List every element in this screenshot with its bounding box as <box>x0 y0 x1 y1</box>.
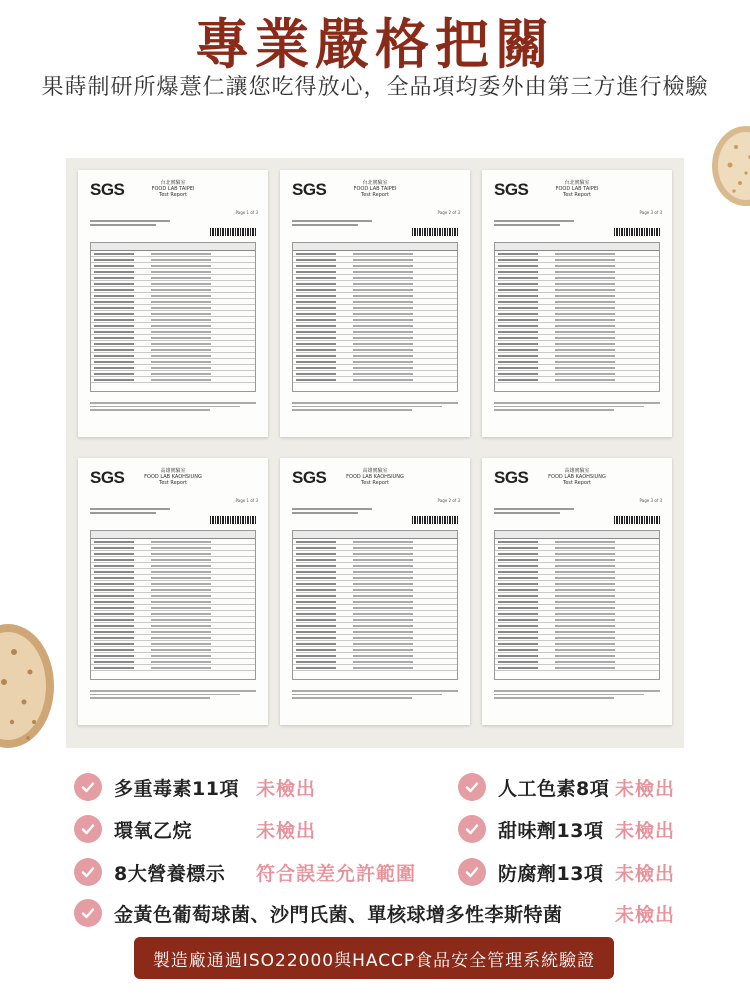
check-item-label: 環氧乙烷 <box>114 819 193 842</box>
report-meta <box>292 508 372 516</box>
lab-name: 高雄實驗室 <box>160 468 186 474</box>
report-meta <box>494 220 574 228</box>
report-footer <box>292 402 458 413</box>
lab-heading <box>482 180 672 198</box>
check-item-result: 符合誤差允許範圍 <box>256 863 417 885</box>
page-number: Page 1 of 3 <box>235 498 258 503</box>
lab-name-en: FOOD LAB KAOHSIUNG <box>346 474 404 480</box>
test-report-document <box>78 458 268 725</box>
check-item-label: 人工色素8項 <box>498 777 610 800</box>
report-row <box>293 665 457 671</box>
checkmark-icon <box>74 815 102 843</box>
sgs-logo: SGS <box>90 180 125 199</box>
check-item-result: 未檢出 <box>615 863 676 885</box>
report-type: Test Report <box>360 192 389 198</box>
report-table <box>90 242 256 392</box>
test-report-document <box>280 458 470 725</box>
lab-name: 台北實驗室 <box>160 180 186 186</box>
page-number: Page 2 of 3 <box>437 498 460 503</box>
lab-heading <box>280 468 470 486</box>
lab-name-en: FOOD LAB TAIPEI <box>151 186 195 192</box>
check-item-label: 8大營養標示 <box>114 862 226 885</box>
sgs-logo: SGS <box>494 468 529 487</box>
report-row <box>91 665 255 671</box>
checkmark-icon <box>458 815 486 843</box>
report-table <box>292 530 458 680</box>
test-report-document <box>482 170 672 437</box>
page-subtitle: 果蒔制研所爆薏仁讓您吃得放心，全品項均委外由第三方進行檢驗 <box>41 75 709 100</box>
checkmark-icon <box>74 899 102 927</box>
report-table <box>494 242 660 392</box>
report-row <box>495 665 659 671</box>
barcode <box>412 516 458 524</box>
report-type: Test Report <box>562 480 591 486</box>
barcode <box>614 228 660 236</box>
check-item-label: 金黃色葡萄球菌、沙門氏菌、單核球增多性李斯特菌 <box>114 903 563 926</box>
report-row <box>495 377 659 383</box>
test-reports-panel <box>66 158 684 748</box>
check-item <box>74 858 225 886</box>
mushroom-slice-icon <box>706 125 750 207</box>
report-footer <box>90 690 256 701</box>
check-item-result: 未檢出 <box>615 904 676 926</box>
test-report-document <box>78 170 268 437</box>
report-type: Test Report <box>158 480 187 486</box>
report-footer <box>292 690 458 701</box>
report-footer <box>494 402 660 413</box>
check-item <box>458 815 603 843</box>
check-item <box>74 899 563 927</box>
report-type: Test Report <box>562 192 591 198</box>
lab-name: 台北實驗室 <box>362 180 388 186</box>
check-item-label: 甜味劑13項 <box>498 819 604 842</box>
report-meta <box>90 508 170 516</box>
report-meta <box>90 220 170 228</box>
check-item-result: 未檢出 <box>256 778 317 800</box>
check-item-label: 防腐劑13項 <box>498 862 604 885</box>
barcode <box>412 228 458 236</box>
checkmark-icon <box>458 858 486 886</box>
sgs-logo: SGS <box>90 468 125 487</box>
certification-banner <box>134 937 614 979</box>
sgs-logo: SGS <box>292 180 327 199</box>
checkmark-icon <box>74 858 102 886</box>
report-footer <box>494 690 660 701</box>
checkmark-icon <box>74 773 102 801</box>
report-row <box>293 377 457 383</box>
check-item-result: 未檢出 <box>256 820 317 842</box>
lab-name-en: FOOD LAB KAOHSIUNG <box>144 474 202 480</box>
barcode <box>210 228 256 236</box>
check-item <box>74 815 192 843</box>
lab-name-en: FOOD LAB KAOHSIUNG <box>548 474 606 480</box>
report-table <box>90 530 256 680</box>
barcode <box>210 516 256 524</box>
report-meta <box>494 508 574 516</box>
page-number: Page 3 of 3 <box>639 498 662 503</box>
checkmark-icon <box>458 773 486 801</box>
check-item-result: 未檢出 <box>615 778 676 800</box>
lab-heading <box>280 180 470 198</box>
mushroom-slice-icon <box>0 622 56 750</box>
page-title: 專業嚴格把關 <box>195 12 555 76</box>
check-item <box>458 858 603 886</box>
lab-name: 高雄實驗室 <box>362 468 388 474</box>
check-item <box>74 773 239 801</box>
sgs-logo: SGS <box>292 468 327 487</box>
report-type: Test Report <box>158 192 187 198</box>
lab-name-en: FOOD LAB TAIPEI <box>353 186 397 192</box>
page-number: Page 1 of 3 <box>235 210 258 215</box>
lab-heading <box>78 180 268 198</box>
report-table <box>494 530 660 680</box>
page-number: Page 3 of 3 <box>639 210 662 215</box>
lab-heading <box>482 468 672 486</box>
barcode <box>614 516 660 524</box>
report-row <box>91 377 255 383</box>
lab-heading <box>78 468 268 486</box>
check-item-result: 未檢出 <box>615 820 676 842</box>
report-footer <box>90 402 256 413</box>
lab-name-en: FOOD LAB TAIPEI <box>555 186 599 192</box>
certification-text: 製造廠通過ISO22000與HACCP食品安全管理系統驗證 <box>152 950 596 971</box>
report-table <box>292 242 458 392</box>
page-number: Page 2 of 3 <box>437 210 460 215</box>
report-meta <box>292 220 372 228</box>
check-item <box>458 773 609 801</box>
check-item-label: 多重毒素11項 <box>114 777 239 800</box>
report-type: Test Report <box>360 480 389 486</box>
lab-name: 高雄實驗室 <box>564 468 590 474</box>
test-report-document <box>482 458 672 725</box>
sgs-logo: SGS <box>494 180 529 199</box>
lab-name: 台北實驗室 <box>564 180 590 186</box>
test-report-document <box>280 170 470 437</box>
